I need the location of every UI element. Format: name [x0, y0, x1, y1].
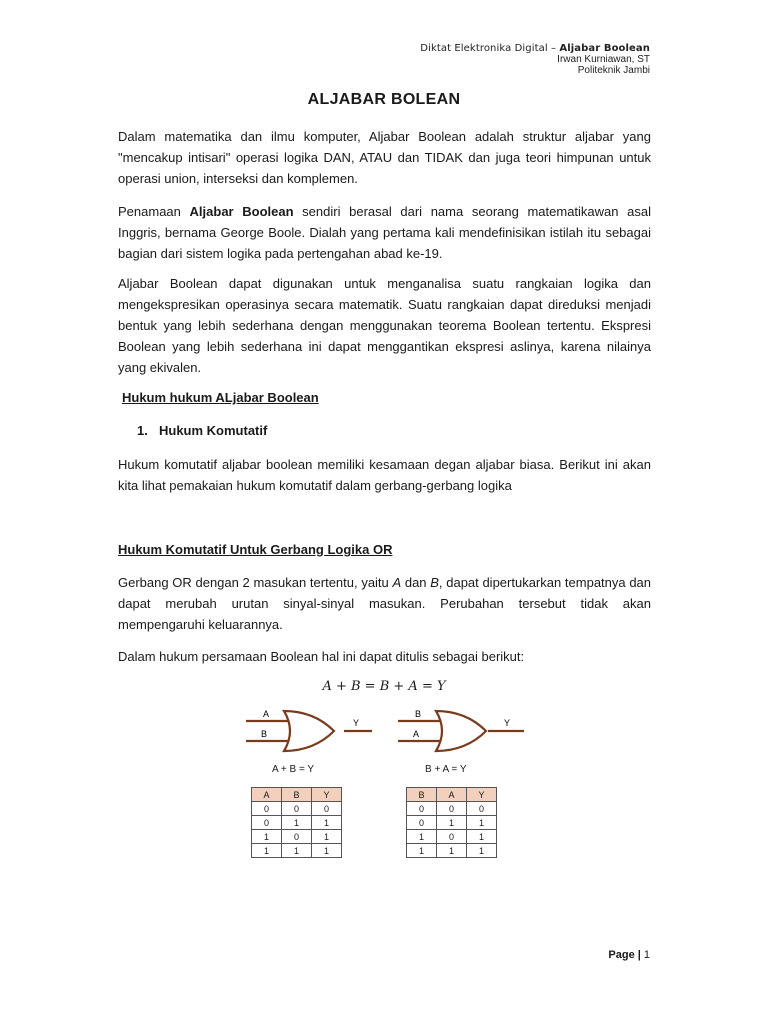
- table-row: [252, 830, 342, 844]
- table-row: [252, 816, 342, 830]
- table-cell: 1: [467, 816, 497, 830]
- header-topic: Aljabar Boolean: [559, 43, 650, 54]
- truth-table-2: [406, 787, 497, 858]
- table-cell: 0: [437, 802, 467, 816]
- table-header-row: [407, 788, 497, 802]
- footer-page-label: Page |: [608, 949, 644, 961]
- gate-input-label-top: A: [263, 709, 270, 719]
- table-cell: 0: [407, 802, 437, 816]
- paragraph-or-gate: Gerbang OR dengan 2 masukan tertentu, yaitu A dan B, dapat dipertukarkan tempatnya dan dapat merubah urutan sinyal-sinyal masukan. Perubahan tersebut tidak akan mempengaruhi keluarannya.: [118, 575, 652, 632]
- paragraph-usage: Aljabar Boolean dapat digunakan untuk menganalisa suatu rangkaian logika dan mengekspresikan operasinya secara matematik. Suatu rangkaian dapat direduksi menjadi bentuk yang lebih sederhana dengan menggunakan teorema Boolean tertentu. Ekspresi Boolean yang lebih sederhana ini dapat menggantikan ekspresi aslinya, karena nilainya yang ekivalen.: [118, 276, 651, 375]
- gate-caption-1: A + B = Y: [272, 764, 315, 775]
- bold-term: Aljabar Boolean: [189, 204, 294, 219]
- paragraph-intro: Dalam matematika dan ilmu komputer, Aljabar Boolean adalah struktur aljabar yang "mencakup intisari" operasi logika DAN, ATAU dan TIDAK dan juga teori himpunan untuk operasi union, interseksi dan komplemen.: [118, 129, 651, 186]
- table-cell: 1: [282, 816, 312, 830]
- table-cell: 1: [312, 830, 342, 844]
- or-gate-symbol: [436, 711, 486, 751]
- or-gate-diagram-1: [244, 706, 374, 758]
- table-cell: 0: [282, 830, 312, 844]
- heading-or-commutative: Hukum Komutatif Untuk Gerbang Logika OR: [118, 542, 393, 557]
- list-number: 1.: [137, 423, 148, 438]
- table-row: [252, 802, 342, 816]
- table-cell: 0: [437, 830, 467, 844]
- table-cell: 0: [312, 802, 342, 816]
- table-cell: 1: [467, 830, 497, 844]
- table-row: [407, 830, 497, 844]
- boolean-equation: A + B = B + A = Y: [322, 679, 446, 694]
- table-cell: 1: [437, 844, 467, 858]
- page-title: ALJABAR BOLEAN: [307, 91, 461, 108]
- table-header-cell: B: [282, 788, 312, 802]
- or-gate-diagram-2: [396, 706, 526, 758]
- heading-boolean-laws: Hukum hukum ALjabar Boolean: [122, 390, 319, 405]
- table-row: [407, 816, 497, 830]
- gate-input-label-bottom: B: [261, 729, 268, 739]
- paragraph-naming: Penamaan Aljabar Boolean sendiri berasal dari nama seorang matematikawan asal Inggris, bernama George Boole. Dialah yang pertama kali mendefinisikan istilah itu sebagai bagian dari sistem logika pada pertengahan abad ke-19.: [118, 204, 652, 261]
- table-header-row: [252, 788, 342, 802]
- gate-output-label: Y: [504, 718, 511, 728]
- paragraph-commutative: Hukum komutatif aljabar boolean memiliki kesamaan degan aljabar biasa. Berikut ini akan kita lihat pemakaian hukum komutatif dalam gerbang-gerbang logika: [118, 457, 651, 493]
- truth-table-1: [251, 787, 342, 858]
- table-cell: 1: [312, 844, 342, 858]
- table-header-cell: B: [407, 788, 437, 802]
- page-footer: [608, 949, 650, 961]
- or-gate-symbol: [284, 711, 334, 751]
- table-header-cell: A: [437, 788, 467, 802]
- table-row: [407, 802, 497, 816]
- table-cell: 0: [282, 802, 312, 816]
- table-header-cell: Y: [312, 788, 342, 802]
- table-cell: 1: [282, 844, 312, 858]
- list-item-label: Hukum Komutatif: [159, 423, 268, 438]
- table-cell: 1: [252, 844, 282, 858]
- table-cell: 1: [312, 816, 342, 830]
- header-author: Irwan Kurniawan, ST: [557, 54, 650, 65]
- table-header-cell: Y: [467, 788, 497, 802]
- table-cell: 1: [407, 830, 437, 844]
- gate-caption-2: B + A = Y: [425, 764, 467, 775]
- table-cell: 0: [407, 816, 437, 830]
- table-cell: 0: [467, 802, 497, 816]
- header-document-title: Diktat Elektronika Digital – Aljabar Boolean: [420, 43, 650, 54]
- table-cell: 1: [252, 830, 282, 844]
- paragraph-equation-intro: Dalam hukum persamaan Boolean hal ini dapat ditulis sebagai berikut:: [118, 649, 525, 664]
- table-cell: 0: [252, 802, 282, 816]
- table-cell: 1: [437, 816, 467, 830]
- gate-input-label-bottom: A: [413, 729, 420, 739]
- header-institution: Politeknik Jambi: [577, 65, 650, 76]
- table-cell: 0: [252, 816, 282, 830]
- table-row: [252, 844, 342, 858]
- running-header: [420, 43, 650, 76]
- table-header-cell: A: [252, 788, 282, 802]
- gate-input-label-top: B: [415, 709, 422, 719]
- footer-page-number: 1: [643, 949, 650, 961]
- gate-output-label: Y: [353, 718, 360, 728]
- table-cell: 1: [407, 844, 437, 858]
- table-row: [407, 844, 497, 858]
- list-item-commutative: [137, 423, 267, 438]
- table-cell: 1: [467, 844, 497, 858]
